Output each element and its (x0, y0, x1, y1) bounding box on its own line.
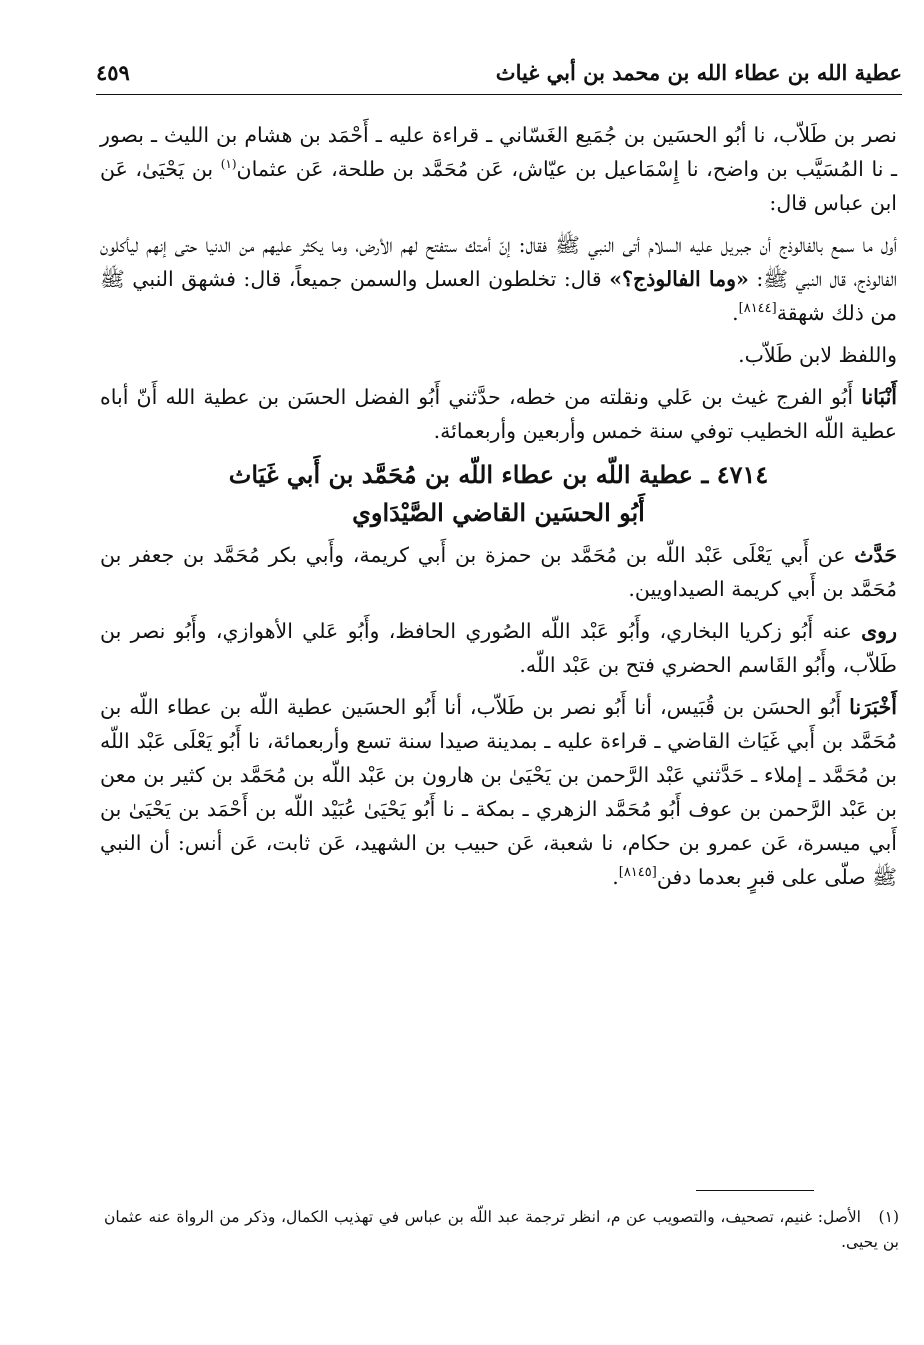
footnote-text: الأصل: غنيم، تصحيف، والتصويب عن م، انظر ترجمة عبد اللّه بن عباس في تهذيب الكمال، وذكر من الرواة عنه عثمان بن يحيى. (104, 1208, 899, 1251)
paragraph-text: واللفظ لابن طَلاّب. (738, 343, 897, 367)
page-number: ٤٥٩ (96, 60, 130, 85)
paragraph-text: نصر بن طَلاّب، نا أبُو الحسَين بن جُمَيع الغَسّاني ـ قراءة عليه ـ أَحْمَد بن هشام بن الليث ـ بصور ـ نا المُسَيَّب بن واضح، نا إِسْمَاعيل بن عيّاش، عَن مُحَمَّد بن طلحة، عَن عثمان (100, 123, 897, 181)
paragraph-text: أَبُو الفرج غيث بن عَلي ونقلته من خطه، حدَّثني أَبُو الفضل الحسَن بن عطية الله أَنّ أباه عطية اللّه الخطيب توفي سنة خمس وأربعين وأربعمائة. (100, 385, 897, 443)
end-mark: . (732, 301, 739, 325)
paragraph-text: قال: تخلطون العسل والسمن جميعاً، قال: فشهق النبي ﷺ من ذلك شهقة (100, 267, 897, 325)
paragraph-teachers (100, 538, 897, 606)
entry-heading (100, 456, 897, 532)
paragraph-isnad-continuation (100, 118, 897, 220)
footnote-marker: (١) (878, 1208, 899, 1226)
transmission-keyword: روى (861, 619, 897, 643)
transmission-keyword: حَدَّث (854, 543, 897, 567)
transmission-keyword: أَنْبَانا (861, 385, 897, 409)
end-mark: . (612, 865, 619, 889)
paragraph-wording-note (100, 338, 897, 372)
footnote-reference: (١) (220, 157, 237, 172)
paragraph-students (100, 614, 897, 682)
paragraph-text: أَبُو الحسَن بن قُبَيس، أنا أَبُو نصر بن طَلاّب، أنا أَبُو الحسَين عطية اللّه بن عطاء اللّه بن مُحَمَّد بن أَبي غَيَاث القاضي ـ قراءة عليه ـ بمدينة صيدا سنة تسع وأربعمائة، نا أَبُو يَعْلَى عَبْد اللّه بن مُحَمَّد ـ إملاء ـ حَدَّثني عَبْد الرَّحمن بن يَحْيَىٰ بن هارون بن عَبْد اللّه بن مُحَمَّد بن كثير بن معن بن عَبْد الرَّحمن بن عوف أَبُو مُحَمَّد الزهري ـ بمكة ـ نا أَبُو يَحْيَىٰ عُبَيْد اللّه بن أَحْمَد بن يَحْيَىٰ بن أَبي ميسرة، عَن عمرو بن حكام، نا شعبة، عَن حبيب بن الشهيد، عَن ثابت، عَن أنس: أن النبي ﷺ صلّى على قبرٍ بعدما دفن (100, 695, 897, 889)
paragraph-text: عن أَبي يَعْلَى عَبْد اللّه بن مُحَمَّد بن حمزة بن أَبي كريمة، وأَبي بكر مُحَمَّد بن جعفر بن مُحَمَّد بن أَبي كريمة الصيداويين. (100, 543, 897, 601)
paragraph-text: أول ما سمع بالفالوذج أن جبريل عليه السلام أتى النبي ﷺ فقال: إنّ أمتك ستفتح لهم الأرض، وما يكثر عليهم من الدنيا حتى إنهم ليأكلون الفالوذج، قال النبي ﷺ: (100, 233, 897, 291)
paragraph-hadith-matn (100, 228, 897, 330)
footnote (104, 1205, 899, 1255)
footnote-divider (696, 1190, 814, 1191)
main-text (100, 118, 897, 902)
prophet-quote: «وما الفالوذج؟» (609, 267, 749, 291)
entry-title: ٤٧١٤ ـ عطية اللّه بن عطاء اللّه بن مُحَمَّد بن أَبي غَيَاث (228, 460, 769, 489)
running-header (96, 60, 902, 95)
paragraph-death-report (100, 380, 897, 448)
hadith-number: [٨١٤٥] (618, 865, 657, 881)
entry-subtitle: أَبُو الحسَين القاضي الصَّيْدَاوي (352, 498, 645, 527)
hadith-number: [٨١٤٤] (738, 301, 777, 317)
footnotes (104, 1205, 899, 1255)
running-title: عطية الله بن عطاء الله بن محمد بن أبي غياث (495, 60, 902, 85)
paragraph-text: بن يَحْيَىٰ، عَن ابن عباس قال: (100, 157, 897, 215)
transmission-keyword: أَخْبَرَنا (849, 695, 897, 719)
paragraph-text: عنه أَبُو زكريا البخاري، وأَبُو عَبْد اللّه الصُوري الحافظ، وأَبُو عَلي الأهوازي، وأَبُو نصر بن طَلاّب، وأَبُو القَاسم الحضري فتح بن عَبْد اللّه. (100, 619, 897, 677)
paragraph-hadith-isnad (100, 690, 897, 894)
